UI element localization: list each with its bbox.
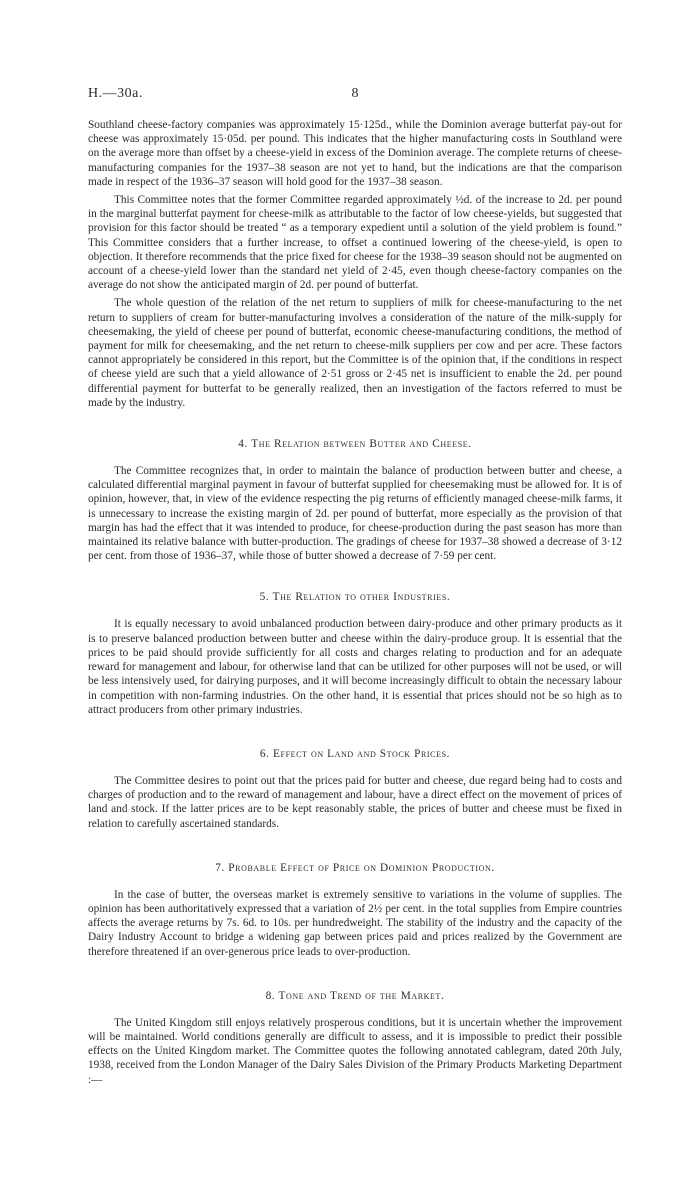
section-heading: 6. Effect on Land and Stock Prices. <box>259 747 451 760</box>
document-body <box>88 118 622 1087</box>
body-paragraph: The whole question of the relation of the net return to suppliers of milk for cheese-manufacturing to the net return to suppliers of cream for butter-manufacturing involves a consideration of the nature of the milk-supply for cheesemaking, the yield of cheese per pound of butterfat, economic cheese-manufacturing conditions, the method of payment for milk for cheesemaking, and the net return to cheese-milk suppliers per cow and per acre. These factors cannot appropriately be considered in this report, but the Committee is of the opinion that, if the conditions in respect of cheese yield are such that a yield allowance of 2·51 gross or 2·45 net is insufficient to enable the 2d. per pound differential payment for butterfat to be generally realized, then an investigation of the factors referred to must be made by the industry. <box>88 297 622 409</box>
section-heading: 5. The Relation to other Industries. <box>259 591 451 604</box>
body-paragraph: The United Kingdom still enjoys relatively prosperous conditions, but it is uncertain whether the improvement will be maintained. World conditions generally are difficult to assess, and it is impossible to predict their possible effects on the United Kingdom market. The Committee quotes the following annotated cablegram, dated 20th July, 1938, received from the London Manager of the Dairy Sales Division of the Primary Products Marketing Department :— <box>88 1016 622 1086</box>
body-paragraph: The Committee desires to point out that the prices paid for butter and cheese, due regard being had to costs and charges of production and to the reward of management and labour, have a direct effect on the movement of prices of land and stock. If the latter prices are to be kept reasonably stable, the prices of butter and cheese must be fixed in relation to carefully ascertained standards. <box>88 774 622 830</box>
body-paragraph: It is equally necessary to avoid unbalanced production between dairy-produce and other primary products as it is to preserve balanced production between butter and cheese within the dairy-produce group. It is essential that the prices to be paid should provide sufficiently for all costs and charges relating to production and for an adequate reward for management and labour, for otherwise land that can be utilized for other purposes will not be used, or will be less intensively used, for dairying purposes, and it will become increasingly difficult to obtain the necessary labour in competition with non-farming industries. On the other hand, it is essential that prices should not be so high as to attract producers from other primary industries. <box>88 618 622 716</box>
document-reference: H.—30a. <box>88 86 143 101</box>
body-paragraph: This Committee notes that the former Committee regarded approximately ½d. of the increase to 2d. per pound in the marginal butterfat payment for cheese-milk as attributable to the factor of low cheese-yields, but suggested that provision for this factor should be treated “ as a temporary expedient until a solution of the yield problem is found.” This Committee considers that a further increase, to offset a continued lowering of the cheese-yield, is open to objection. It therefore recommends that the price fixed for cheese for the 1938–39 season should not be augmented on account of a cheese-yield lower than the standard net yield of 2·45, even though cheese-factory companies on the average do not show the anticipated margin of 2d. per pound of butterfat. <box>88 194 622 292</box>
section-heading: 4. The Relation between Butter and Cheese. <box>238 438 472 451</box>
page-number: 8 <box>351 86 359 101</box>
body-paragraph: In the case of butter, the overseas market is extremely sensitive to variations in the volume of supplies. The opinion has been authoritatively expressed that a variation of 2½ per cent. in the total supplies from Empire countries affects the average returns by 7s. 6d. to 10s. per hundredweight. The stability of the industry and the capacity of the Dairy Industry Account to bridge a widening gap between prices paid and prices realized by the Government are therefore threatened if an over-generous price leads to over-production. <box>88 888 622 958</box>
section-heading: 8. Tone and Trend of the Market. <box>265 989 445 1002</box>
body-paragraph: Southland cheese-factory companies was approximately 15·125d., while the Dominion average butterfat pay-out for cheese was approximately 15·05d. per pound. This indicates that the higher manufacturing costs in Southland were on the average more than offset by a cheese-yield in excess of the Dominion average. The complete returns of cheese-manufacturing companies for the 1937–38 season are not yet to hand, but the indications are that the comparison made in respect of the 1936–37 season will hold good for the 1937–38 season. <box>88 119 622 188</box>
page-header <box>88 86 622 106</box>
body-paragraph: The Committee recognizes that, in order to maintain the balance of production between butter and cheese, a calculated differential marginal payment in favour of butterfat supplied for cheesemaking must be allowed for. It is of opinion, however, that, in view of the evidence respecting the pig returns of efficiently managed cheese-milk farms, it is unnecessary to increase the existing margin of 2d. per pound of butterfat, more especially as the provision of that margin has had the effect that it was intended to produce, for cheese-production during the past season has more than maintained its relative balance with butter-production. The gradings of cheese for 1937–38 showed a decrease of 3·12 per cent. from those of 1936–37, while those of butter showed a decrease of 7·59 per cent. <box>88 465 622 563</box>
section-heading: 7. Probable Effect of Price on Dominion Production. <box>215 861 495 874</box>
